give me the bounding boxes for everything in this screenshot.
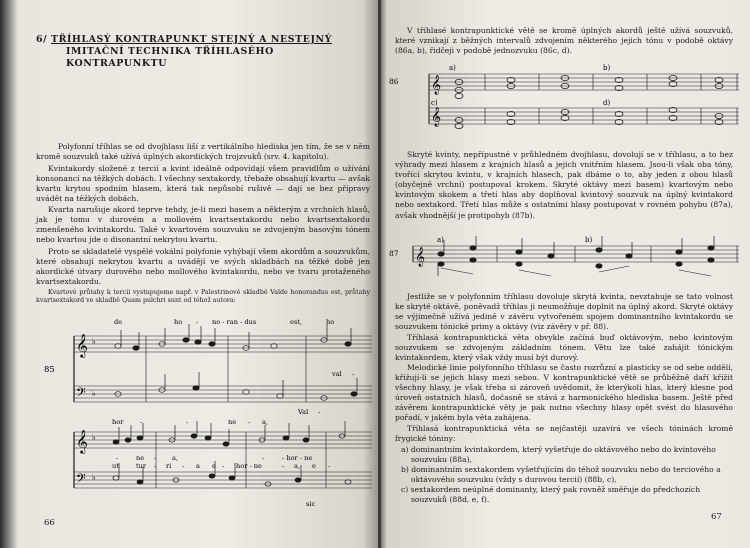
svg-text:ut: ut: [112, 462, 119, 470]
right-intro-paragraph: V tříhlasé kontrapunktické větě se kromě úplných akordů ještě užívá souzvuků, které vznikají z běžných intervalů zdvojením některého jejich tónu v podobě oktávy (86a, b), řidčeji v podobě jednozvuku (86c, d).: [395, 26, 733, 56]
svg-text:a,: a,: [294, 462, 301, 470]
svg-text:-: -: [262, 454, 265, 462]
svg-text:-: -: [154, 462, 157, 470]
svg-text:𝄞: 𝄞: [76, 429, 88, 453]
svg-text:-: -: [140, 418, 143, 426]
closing-forms-list: [395, 445, 733, 506]
ex86-label-a: a): [449, 64, 456, 72]
ex86-label-d: d): [603, 99, 611, 107]
music-example-86: [389, 60, 741, 136]
svg-text:no - ran - dus: no - ran - dus: [212, 318, 257, 326]
svg-text:𝄢: 𝄢: [76, 385, 86, 403]
svg-text:♭: ♭: [92, 389, 96, 398]
svg-text:-: -: [182, 462, 185, 470]
svg-text:a,: a,: [172, 454, 179, 462]
svg-text:- hor - ne: - hor - ne: [282, 454, 313, 462]
left-paragraph-1: Polyfonní tříhlas se od dvojhlasu liší z vertikálního hlediska jen tím, že se v něm kromě souzvuků také užívá úplných akordických trojzvuků (srv. 4. kapitolu).: [36, 142, 370, 162]
svg-text:-: -: [318, 408, 321, 416]
svg-text:-: -: [352, 370, 355, 378]
left-page-number: 66: [44, 518, 55, 528]
svg-text:ri: ri: [166, 462, 172, 470]
right-page-number: 67: [711, 512, 722, 522]
section-number: 6/: [36, 34, 48, 45]
svg-text:-: -: [222, 462, 225, 470]
ex87-label-b: b): [585, 236, 593, 244]
svg-text:hor - ne: hor - ne: [236, 462, 262, 470]
svg-text:♭: ♭: [92, 473, 96, 482]
list-item: a) dominantním kvintakordem, který vyšetřuje do oktávového nebo do kvintového souzvuku (88a),: [401, 445, 716, 465]
svg-text:val: val: [332, 370, 342, 378]
svg-text:𝄞: 𝄞: [431, 107, 442, 127]
svg-text:Val: Val: [298, 408, 309, 416]
right-paragraph-3: Jestliže se v polyfonním tříhlasu dovoluje skrytá kvinta, nevztahuje se tato volnost ke skryté oktávě, poněvadž tříhlas ji neumožňuje doplnit na úplný akord. Skryté oktávy se výjimečně užívá jedině v závěru vytvořeném spojem dominantního kvintakordu se souzvukem tónické primy a oktávy (viz závěry v př. 88).: [395, 292, 733, 332]
music-example-87: [389, 234, 741, 284]
heading-line-2: IMITAČNÍ TECHNIKA TŘÍHLASÉHO KONTRAPUNKTU: [66, 46, 274, 69]
right-paragraph-4: Tříhlasá kontrapunktická věta obvykle začíná buď oktávovým, nebo kvintovým souzvukem se zdvojeným základním tónem. Větu lze také zahájit tónickým kvintakordem, který však vždy musí být durový.: [395, 333, 733, 363]
svg-text:ne: ne: [228, 418, 237, 426]
svg-text:-: -: [154, 454, 157, 462]
example-87-number: 87: [389, 249, 399, 258]
music-example-85: [36, 310, 372, 510]
left-paragraph-2: Kvintakordy složené z tercií a kvint ideálně odpovídají všem pravidlům o užívání konsonancí na těžkých dobách. I všechny sextakordy, třebaže obsahují kvartu — avšak kvartu krytou spodním hlasem, která tak nepůsobí rušivě — dají se bez přípravy uvádět na těžkých dobách.: [36, 164, 370, 204]
ex87-label-a: a): [437, 236, 444, 244]
right-page: [381, 0, 750, 548]
ex86-label-b: b): [603, 64, 611, 72]
svg-text:de: de: [114, 318, 123, 326]
example-85-number: 85: [44, 365, 55, 375]
left-paragraph-4: Proto se skladatelé vyspělé vokální polyfonie vyhýbají všem akordům a souzvukům, které obsahují nekrytou kvartu a uvádějí ve svých skladbách na těžké době jen akordické útvary durového nebo mollového kvintakordu, nebo ve tvaru protaženého kvartsextakordu.: [36, 247, 370, 287]
svg-text:♭: ♭: [92, 337, 96, 346]
svg-text:𝄞: 𝄞: [415, 247, 426, 267]
svg-text:est,: est,: [290, 318, 303, 326]
small-note: Kvartové průtahy k tercii vystupujeme např. v Palestrinově skladbě Valde honorandus est, průtahy kvartsextakord ve skladbě Quam pulchri sunt od téhož autora:: [36, 289, 370, 304]
svg-text:sic: sic: [306, 500, 316, 508]
svg-text:-: -: [196, 318, 199, 326]
svg-text:-: -: [116, 454, 119, 462]
left-paragraph-3: Kvarta narušuje akord teprve tehdy, je-li mezi basem a některým z vrchních hlasů, jak je tomu v durovém a mollovém kvartsextakordu nebo kvartsextakordu zmenšeného kvintakordu. Také v kvartovém souzvuku se zdvojeným basovým tónem nebo kvartou jde o disonantní nekrytou kvartu.: [36, 205, 370, 245]
svg-text:𝄢: 𝄢: [76, 471, 86, 489]
svg-text:ho: ho: [174, 318, 183, 326]
svg-text:♭: ♭: [92, 433, 96, 442]
svg-text:a,: a,: [262, 418, 269, 426]
example-86-number: 86: [389, 77, 399, 86]
list-item: c) sextakordem neúplné dominanty, který pak rovněž směřuje do předchozích souzvuků (88d, e, f).: [401, 485, 701, 505]
svg-text:𝄞: 𝄞: [76, 333, 88, 357]
svg-text:-: -: [248, 418, 251, 426]
svg-text:-: -: [282, 462, 285, 470]
svg-text:hor: hor: [112, 418, 124, 426]
svg-text:ne: ne: [136, 454, 145, 462]
chapter-heading: [36, 34, 372, 70]
svg-text:ho: ho: [326, 318, 335, 326]
right-paragraph-5: Melodické linie polyfonního tříhlasu se často rozrůzní a plasticky se od sebe oddělí, křižují-li se jejich hlasy mezi sebou. V kontrapunktické větě se průběžně daří křížit všechny hlasy, je však třeba si zároveň uvědomit, že kterýkoli hlas, který klesne pod úroveň ostatních hlasů, dočasně se stává z harmonického hlediska basem. Ještě před závěrem kontrapunktické věty je pak nutno všechny hlasy opět svést do hlasového pořadí, v jakém byla věta zahájena.: [395, 363, 733, 423]
right-paragraph-2: Skryté kvinty, nepřípustné v průhledném dvojhlasu, dovolují se v tříhlasu, a to bez výhrady mezi hlasem z krajních hlasů a jejich vnitřním hlasem. Jsou-li však oba tóny, tvořící skrytou kvintu, v krajních hlasech, pak dbáme o to, aby jeden z obou hlasů (obyčejně vrchní) postupoval krokem. Skryté oktávy mezi basem) kvartovým nebo kvintovým skokem a třetí hlas aby doplňoval kvintový souzvuk na úplný kvintakord nebo sextakord. Třetí hlas může s ostatními hlasy postupovat v rovném pohybu (87a), avšak vhodnější je protipohyb (87b).: [395, 150, 733, 220]
svg-text:-: -: [328, 462, 331, 470]
svg-text:e: e: [312, 462, 316, 470]
svg-text:-: -: [186, 418, 189, 426]
list-item: b) dominantním sextakordem vyšetřujícím do téhož souzvuku nebo do terciového a oktávového souzvuku (vždy s durovou tercií) (88b, c),: [401, 465, 721, 485]
ex86-label-c: c): [431, 99, 438, 107]
svg-text:tur: tur: [136, 462, 147, 470]
right-paragraph-6: Tříhlasá kontrapunktická věta se nejčastěji uzavírá ve všech tóninách kromě frygické tóniny:: [395, 424, 733, 444]
svg-text:𝄞: 𝄞: [431, 75, 442, 95]
svg-text:e: e: [212, 462, 216, 470]
svg-text:a: a: [196, 462, 200, 470]
heading-line-1: TŘÍHLASÝ KONTRAPUNKT STEJNÝ A NESTEJNÝ: [51, 34, 332, 45]
